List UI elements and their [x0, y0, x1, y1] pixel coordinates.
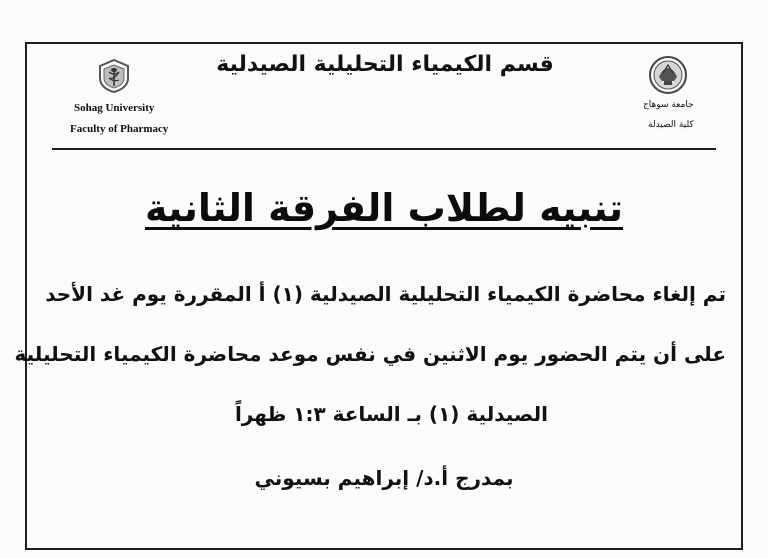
notice-line-2: على أن يتم الحضور يوم الاثنين في نفس موعد محاضرة الكيمياء التحليلية [14, 342, 726, 366]
notice-line-3: الصيدلية (١) بـ الساعة ١:٣ ظهراً [234, 402, 548, 426]
university-name-en: Sohag University [74, 102, 155, 114]
faculty-name-ar: كلية الصيدلة [648, 120, 694, 130]
university-name-ar: جامعة سوهاج [643, 100, 694, 110]
notice-title [130, 186, 638, 230]
pharmacy-emblem-icon [96, 58, 132, 94]
notice-line-1: تم إلغاء محاضرة الكيمياء التحليلية الصيدلية (١) أ المقررة يوم غد الأحد [45, 282, 726, 306]
university-emblem-icon [648, 55, 688, 95]
notice-title-text: تنبيه لطلاب الفرقة الثانية [145, 186, 623, 230]
notice-location-line: بمدرج أ.د/ إبراهيم بسيوني [254, 466, 514, 490]
faculty-name-en: Faculty of Pharmacy [70, 123, 169, 135]
department-title: قسم الكيمياء التحليلية الصيدلية [216, 52, 554, 77]
header-divider [52, 148, 716, 150]
